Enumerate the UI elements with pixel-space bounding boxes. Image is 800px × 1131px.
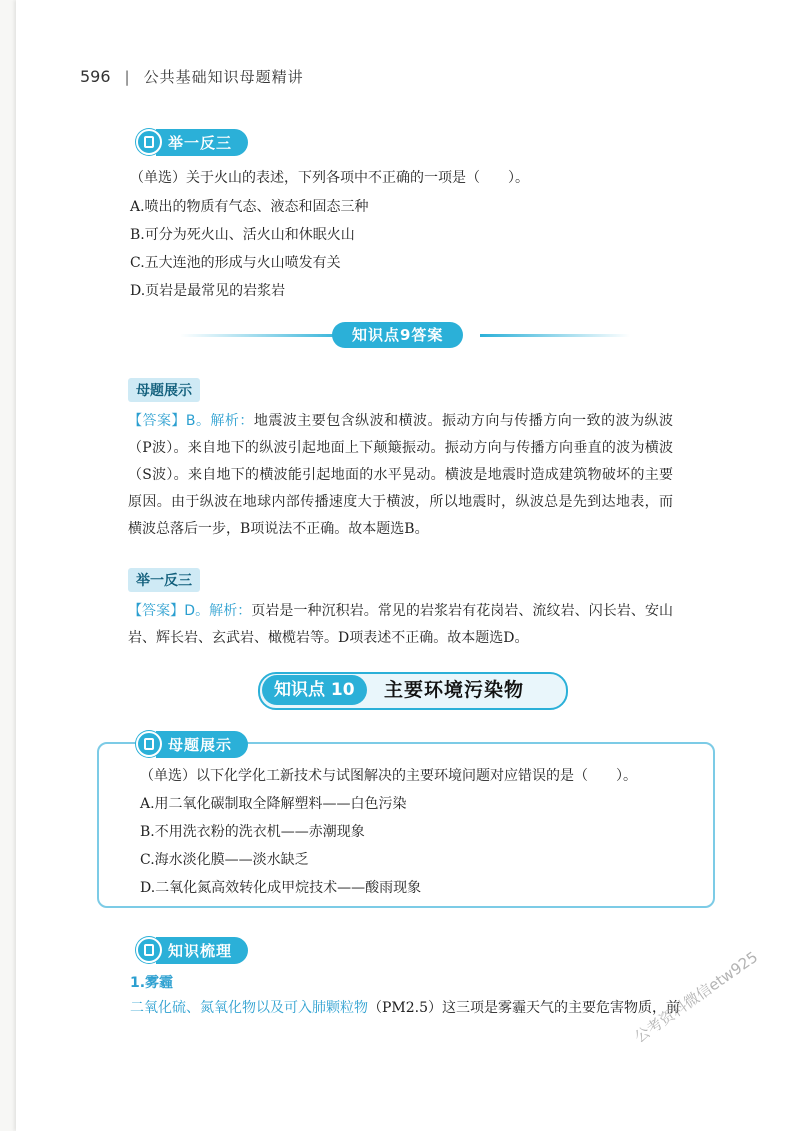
smog-paragraph [130, 996, 680, 1020]
practice-answer-tag: 举一反三 [128, 568, 200, 592]
knowledge-point-number: 知识点 10 [262, 675, 367, 705]
banner-line-right [480, 334, 630, 337]
mother-option-a: A.用二氧化碳制取全降解塑料——白色污染 [140, 796, 407, 812]
knowledge-point-name: 主要环境污染物 [384, 679, 525, 701]
answer-banner-label: 知识点9答案 [332, 322, 463, 348]
header-separator: | [124, 67, 130, 86]
notebook-icon [136, 937, 162, 963]
mother-option-b: B.不用洗衣粉的洗衣机——赤潮现象 [140, 824, 365, 840]
page-number: 596 [80, 67, 111, 86]
smog-highlight: 二氧化硫、氮氧化物以及可入肺颗粒物 [130, 1000, 368, 1016]
mother-option-d: D.二氧化氮高效转化成甲烷技术——酸雨现象 [140, 880, 422, 896]
practice-option-c: C.五大连池的形成与火山喷发有关 [130, 255, 341, 271]
mother-question-badge-label: 母题展示 [156, 731, 248, 758]
knowledge-review-badge [136, 936, 248, 964]
banner-line-left [180, 334, 350, 337]
knowledge-review-badge-label: 知识梳理 [156, 937, 248, 964]
book-title: 公共基础知识母题精讲 [143, 68, 304, 86]
notebook-icon [136, 129, 162, 155]
mother-answer-tag: 母题展示 [128, 378, 200, 402]
mother-answer-paragraph [128, 408, 673, 543]
notebook-icon [136, 731, 162, 757]
mother-question-badge [136, 730, 248, 758]
practice-option-b: B.可分为死火山、活火山和休眠火山 [130, 227, 355, 243]
answer-banner [120, 322, 630, 350]
practice-option-d: D.页岩是最常见的岩浆岩 [130, 283, 286, 299]
practice-option-a: A.喷出的物质有气态、液态和固态三种 [130, 199, 369, 215]
practice-answer-text: 页岩是一种沉积岩。常见的岩浆岩有花岗岩、流纹岩、闪长岩、安山岩、辉长岩、玄武岩、橄榄岩等。D项表述不正确。故本题选D。 [128, 603, 674, 646]
practice-badge-label: 举一反三 [156, 129, 248, 156]
mother-answer-text: 地震波主要包含纵波和横波。振动方向与传播方向一致的波为纵波（P波）。来自地下的纵波引起地面上下颠簸振动。振动方向与传播方向垂直的波为横波（S波）。来自地下的横波能引起地面的水平晃动。横波是地震时造成建筑物破坏的主要原因。由于纵波在地球内部传播速度大于横波，所以地震时，纵波总是先到达地表，而横波总落后一步，B项说法不正确。故本题选B。 [128, 413, 674, 537]
smog-text: （PM2.5）这三项是雾霾天气的主要危害物质，前 [368, 1000, 681, 1016]
practice-answer-paragraph [128, 598, 673, 652]
practice-question: （单选）关于火山的表述，下列各项中不正确的一项是（ ）。 [130, 170, 529, 186]
knowledge-point-title [258, 672, 568, 708]
page-header [80, 66, 304, 87]
smog-subheading: 1.雾霾 [130, 975, 174, 991]
mother-question-text: （单选）以下化学化工新技术与试图解决的主要环境问题对应错误的是（ ）。 [140, 768, 637, 784]
mother-option-c: C.海水淡化膜——淡水缺乏 [140, 852, 309, 868]
mother-answer-label: 【答案】B。解析： [128, 413, 254, 429]
watermark: 公考资料微信etw925 [631, 947, 762, 1047]
practice-answer-label: 【答案】D。解析： [128, 603, 252, 619]
practice-badge [136, 128, 248, 156]
